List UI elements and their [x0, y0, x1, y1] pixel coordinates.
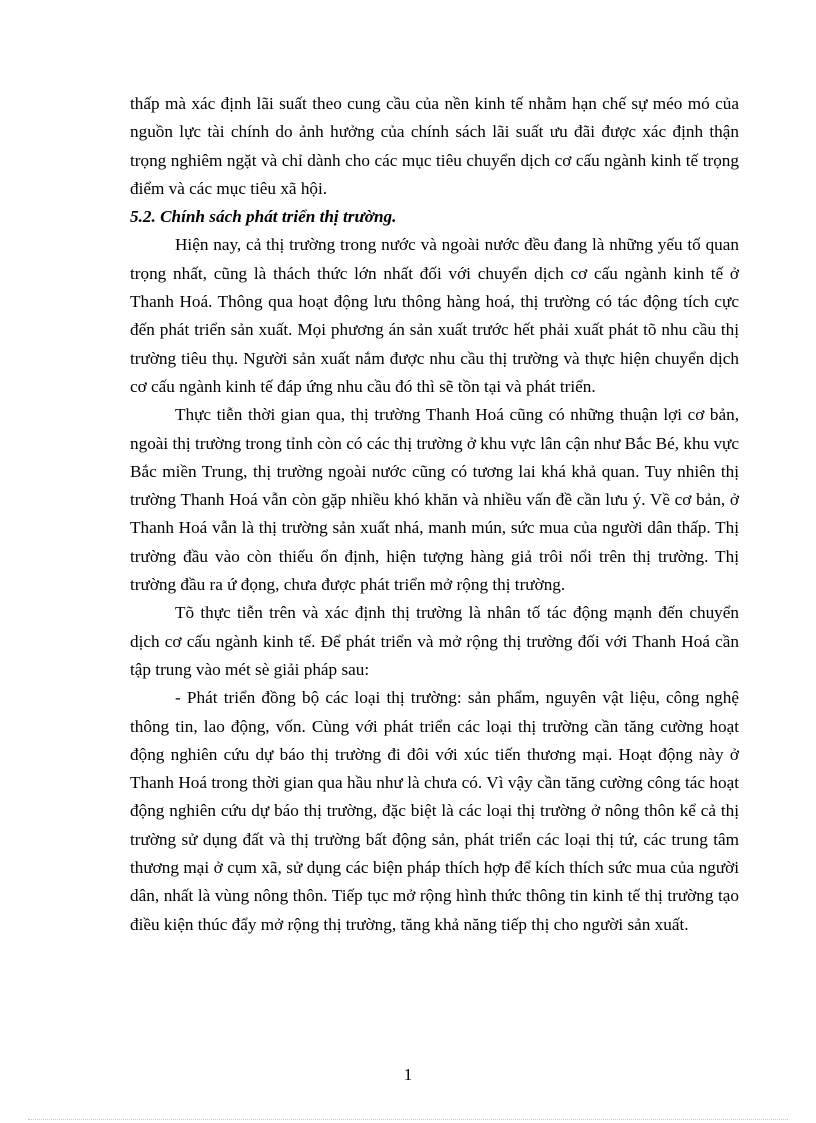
page-bottom-divider	[28, 1119, 788, 1120]
section-heading: 5.2. Chính sách phát triển thị trường.	[130, 207, 397, 227]
intro-paragraph: thấp mà xác định lãi suất theo cung cầu của nền kinh tế nhằm hạn chế sự méo mó của nguồn lực tài chính do ảnh hưởng của chính sách lãi suất ưu đãi được xác định thận trọng nghiêm ngặt và chỉ dành cho các mục tiêu chuyển dịch cơ cấu ngành kinh tế trọng điểm và các mục tiêu xã hội.	[130, 94, 739, 198]
paragraph-market-overview: Hiện nay, cả thị trường trong nước và ngoài nước đều đang là những yếu tố quan trọng nhất, cũng là thách thức lớn nhất đối với chuyển dịch cơ cấu ngành kinh tế ở Thanh Hoá. Thông qua hoạt động lưu thông hàng hoá, thị trường có tác động tích cực đến phát triển sản xuất. Mọi phương án sản xuất trước hết phải xuất phát tõ nhu cầu thị trường tiêu thụ. Người sản xuất nắm được nhu cầu thị trường và thực hiện chuyển dịch cơ cấu ngành kinh tế đáp ứng nhu cầu đó thì sẽ tồn tại và phát triển.	[130, 235, 739, 396]
text-body	[130, 90, 739, 939]
page-number: 1	[403, 1065, 413, 1084]
paragraph-solution-item: - Phát triển đồng bộ các loại thị trường: sản phẩm, nguyên vật liệu, công nghệ thông tin, lao động, vốn. Cùng với phát triển các loại thị trường cần tăng cường hoạt động nghiên cứu dự báo thị trường đi đôi với xúc tiến thương mại. Hoạt động này ở Thanh Hoá trong thời gian qua hầu như là chưa có. Vì vậy cần tăng cường công tác hoạt động nghiên cứu dự báo thị trường, đặc biệt là các loại thị trường ở nông thôn kể cả thị trường sử dụng đất và thị trường bất động sản, phát triển các loại thị tứ, các trung tâm thương mại ở cụm xã, sử dụng các biện pháp thích hợp để kích thích sức mua của người dân, nhất là vùng nông thôn. Tiếp tục mở rộng hình thức thông tin kinh tế thị trường tạo điều kiện thúc đẩy mở rộng thị trường, tăng khả năng tiếp thị cho người sản xuất.	[130, 688, 739, 934]
paragraph-solutions-intro: Tõ thực tiễn trên và xác định thị trường là nhân tố tác động mạnh đến chuyển dịch cơ cấu ngành kinh tế. Để phát triển và mở rộng thị trường đối với Thanh Hoá cần tập trung vào mét sè giải pháp sau:	[130, 603, 739, 679]
paragraph-market-reality: Thực tiễn thời gian qua, thị trường Thanh Hoá cũng có những thuận lợi cơ bản, ngoài thị trường trong tỉnh còn có các thị trường ở khu vực lân cận như Bắc Bé, khu vực Bắc miền Trung, thị trường ngoài nước cũng có tương lai khá khả quan. Tuy nhiên thị trường Thanh Hoá vẫn còn gặp nhiều khó khăn và nhiều vấn đề cần lưu ý. Về cơ bản, ở Thanh Hoá vẫn là thị trường sản xuất nhá, manh mún, sức mua của người dân thấp. Thị trường đầu vào còn thiếu ổn định, hiện tượng hàng giả trôi nổi trên thị trường. Thị trường đầu ra ứ đọng, chưa được phát triển mở rộng thị trường.	[130, 405, 739, 595]
